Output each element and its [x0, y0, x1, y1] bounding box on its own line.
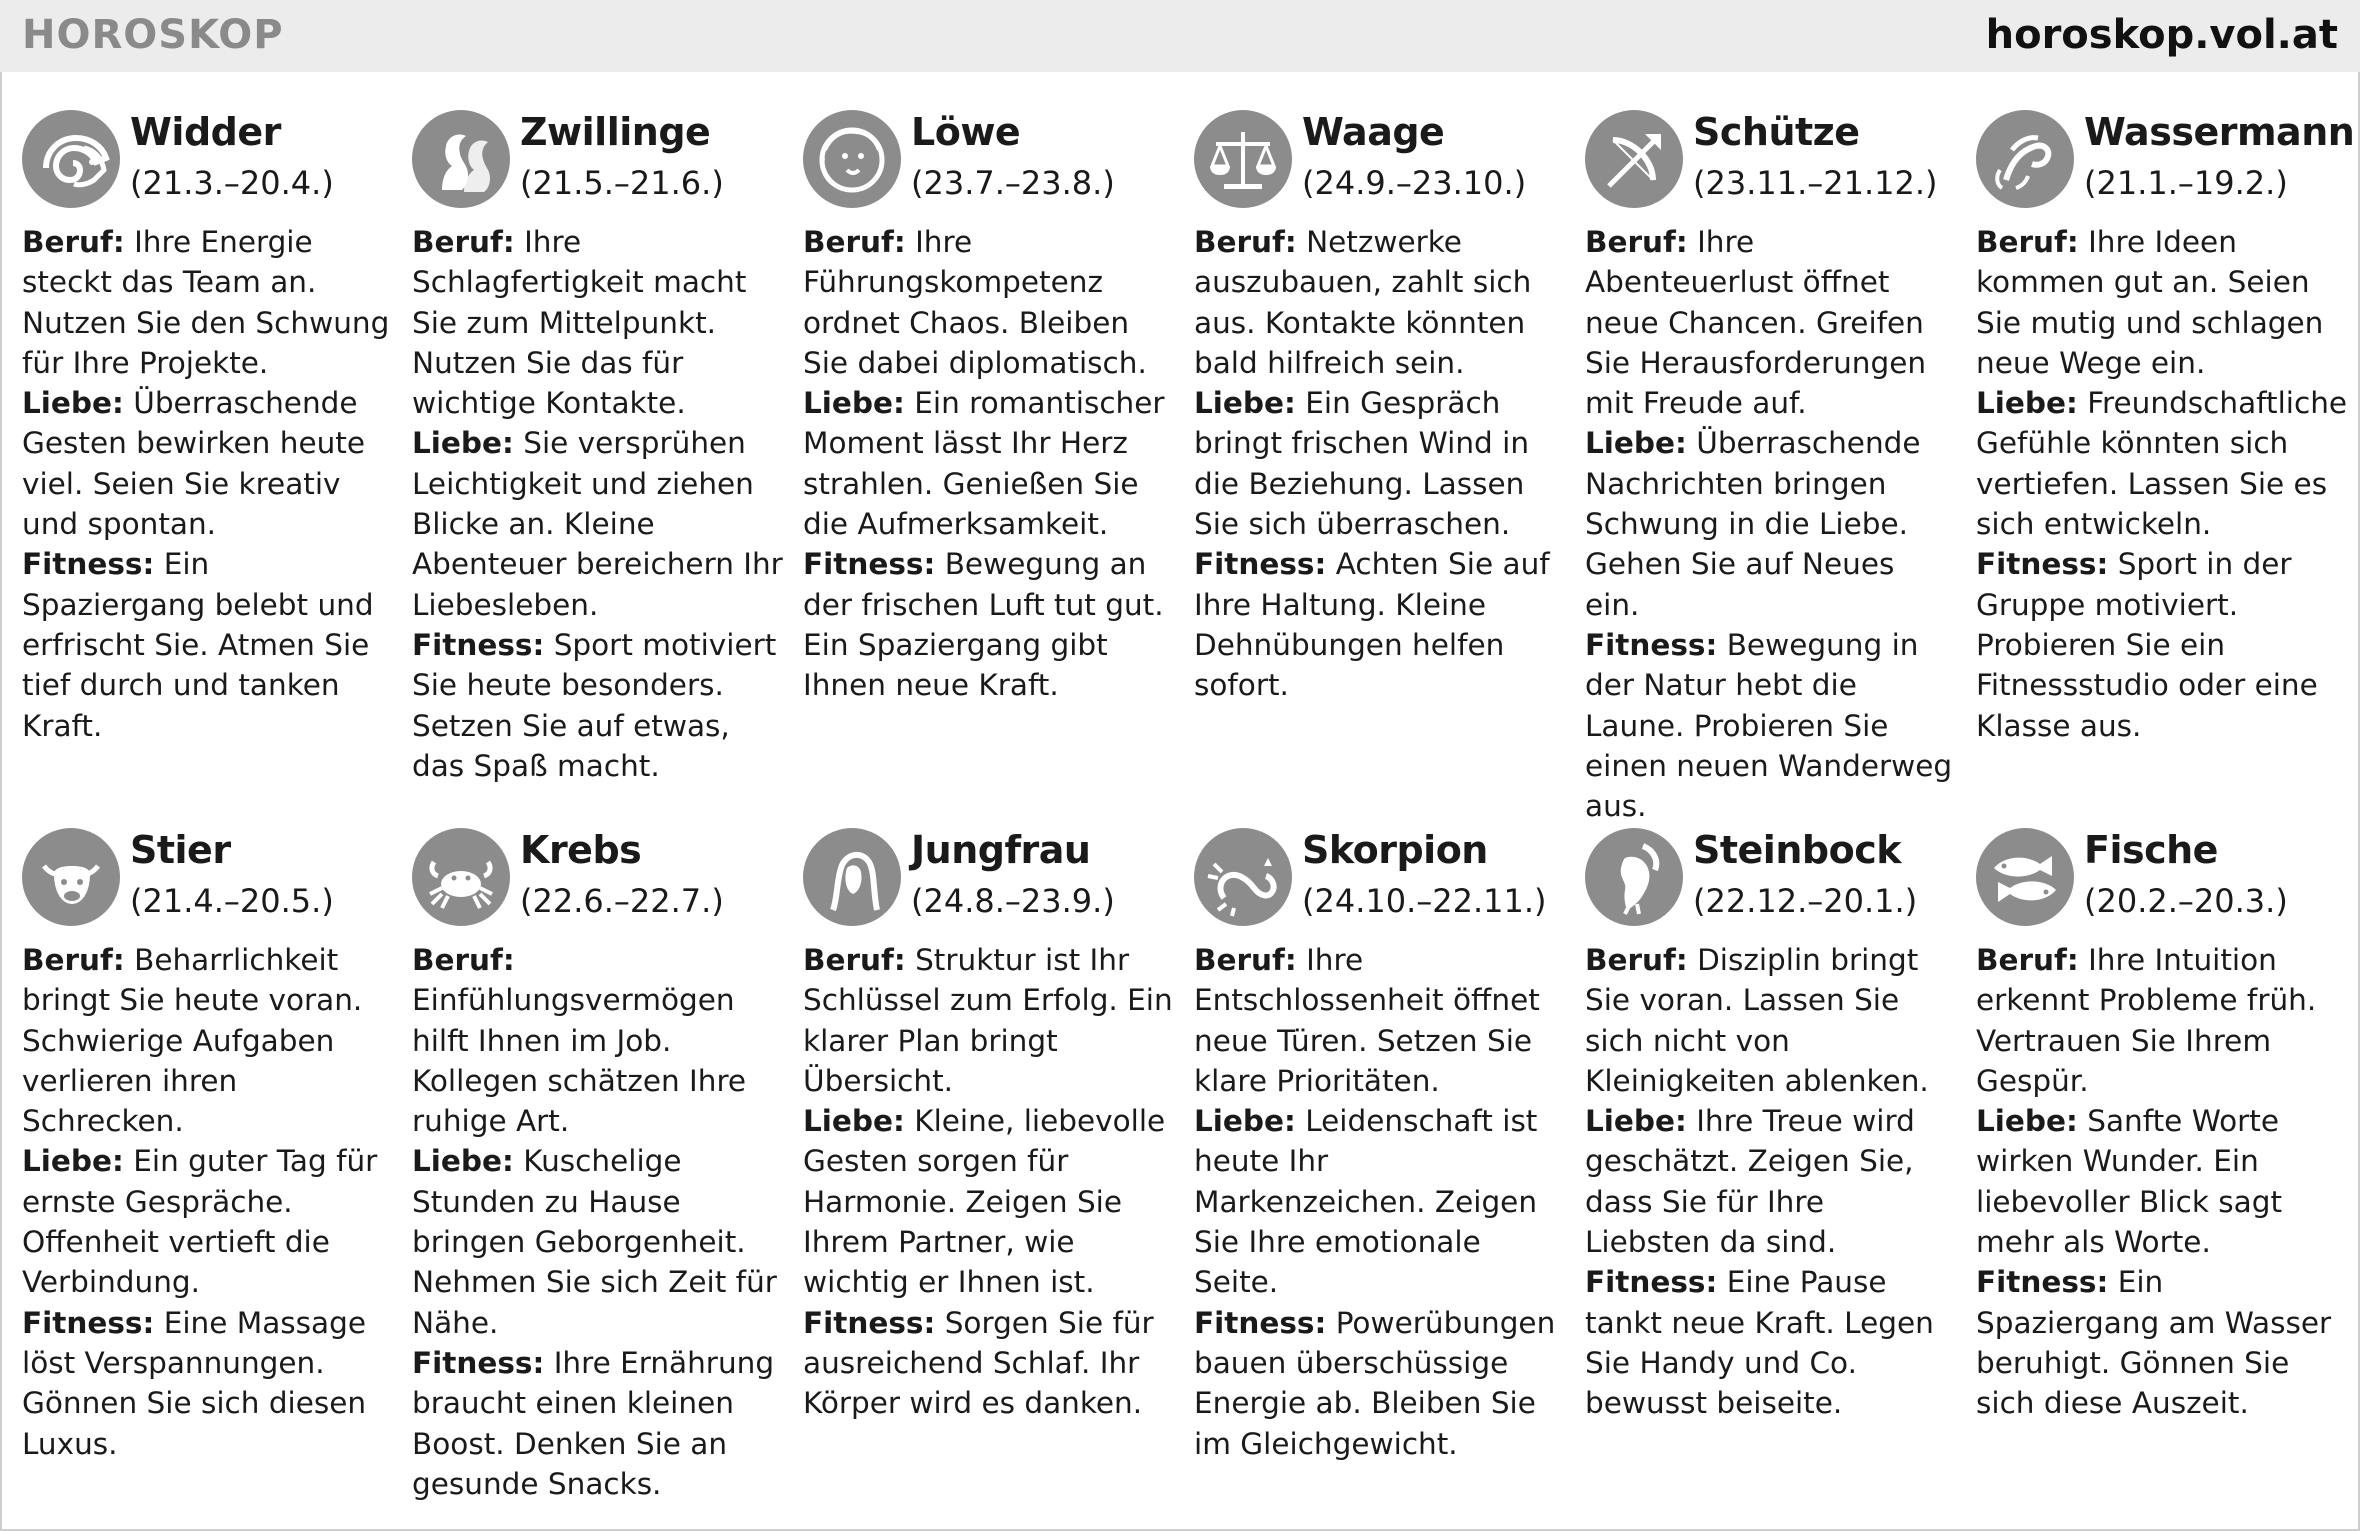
forecast-fitness	[1194, 1303, 1566, 1464]
forecast-label-liebe: Liebe:	[22, 386, 124, 421]
sign-dates: (21.3.–20.4.)	[130, 164, 334, 202]
forecast-text-beruf: Ihre Intuition erkennt Probleme früh. Vertrauen Sie Ihrem Gespür.	[1976, 943, 2317, 1098]
sign-name: Zwillinge	[520, 110, 711, 154]
forecast-label-fitness: Fitness:	[1194, 547, 1327, 582]
sign-forecast	[1976, 940, 2348, 1424]
forecast-text-liebe: Ein Gespräch bringt frischen Wind in die Beziehung. Lassen Sie sich überraschen.	[1194, 386, 1530, 542]
forecast-fitness	[22, 544, 394, 745]
forecast-text-fitness: Powerübungen bauen überschüssige Energie ab. Bleiben Sie im Gleichgewicht.	[1194, 1305, 1556, 1461]
forecast-liebe	[1585, 1101, 1957, 1262]
forecast-liebe	[1976, 383, 2348, 544]
sign-name: Krebs	[520, 828, 642, 872]
sign-forecast	[1585, 940, 1957, 1424]
forecast-label-beruf: Beruf:	[1976, 943, 2079, 977]
forecast-text-beruf: Ihre Energie steckt das Team an. Nutzen Sie den Schwung für Ihre Projekte.	[22, 225, 390, 380]
forecast-text-liebe: Ein guter Tag für ernste Gespräche. Offenheit vertieft die Verbindung.	[22, 1144, 378, 1300]
sign-forecast	[1194, 222, 1566, 706]
forecast-label-fitness: Fitness:	[803, 1305, 936, 1340]
forecast-text-fitness: Achten Sie auf Ihre Haltung. Kleine Dehnübungen helfen sofort.	[1194, 547, 1550, 703]
forecast-text-beruf: Beharrlichkeit bringt Sie heute voran. Schwierige Aufgaben verlieren ihren Schrecken.	[22, 943, 363, 1139]
forecast-fitness	[412, 625, 784, 786]
forecast-fitness	[803, 544, 1175, 705]
sign-name: Schütze	[1693, 110, 1860, 154]
forecast-fitness	[1976, 544, 2348, 745]
forecast-text-beruf: Netzwerke auszubauen, zahlt sich aus. Kontakte könnten bald hilfreich sein.	[1194, 225, 1532, 380]
sign-name: Fische	[2084, 828, 2218, 872]
forecast-label-fitness: Fitness:	[1194, 1305, 1327, 1340]
forecast-label-beruf: Beruf:	[412, 225, 515, 259]
crab-icon	[412, 828, 510, 926]
forecast-text-liebe: Überraschende Gesten bewirken heute viel. Seien Sie kreativ und spontan.	[22, 386, 366, 542]
forecast-text-fitness: Eine Pause tankt neue Kraft. Legen Sie Handy und Co. bewusst beiseite.	[1585, 1265, 1934, 1421]
lion-icon	[803, 110, 901, 208]
forecast-fitness	[412, 1343, 784, 1504]
scales-icon	[1194, 110, 1292, 208]
forecast-label-liebe: Liebe:	[412, 1144, 514, 1179]
forecast-label-liebe: Liebe:	[803, 386, 905, 421]
forecast-liebe	[1194, 383, 1566, 544]
header-bar	[0, 0, 2360, 72]
sign-dates: (24.9.–23.10.)	[1302, 164, 1527, 202]
sign-forecast	[803, 222, 1175, 706]
water-bearer-icon	[1976, 110, 2074, 208]
forecast-label-fitness: Fitness:	[1976, 547, 2109, 582]
forecast-liebe	[1976, 1101, 2348, 1262]
sign-card-krebs	[412, 828, 784, 1528]
sign-forecast	[22, 940, 394, 1464]
forecast-text-beruf: Struktur ist Ihr Schlüssel zum Erfolg. Ein klarer Plan bringt Übersicht.	[803, 943, 1173, 1098]
forecast-liebe	[803, 1101, 1175, 1302]
forecast-text-fitness: Ein Spaziergang am Wasser beruhigt. Gönnen Sie sich diese Auszeit.	[1976, 1265, 2332, 1421]
sign-name: Wassermann	[2084, 110, 2355, 154]
sign-forecast	[22, 222, 394, 746]
forecast-label-fitness: Fitness:	[412, 1345, 545, 1380]
forecast-beruf	[22, 940, 394, 1141]
forecast-label-liebe: Liebe:	[1976, 386, 2078, 421]
forecast-label-beruf: Beruf:	[1194, 225, 1297, 259]
forecast-text-liebe: Leidenschaft ist heute Ihr Markenzeichen. Zeigen Sie Ihre emotionale Seite.	[1194, 1104, 1538, 1300]
forecast-label-liebe: Liebe:	[1585, 426, 1687, 461]
sign-card-jungfrau	[803, 828, 1175, 1528]
forecast-beruf	[1585, 222, 1957, 423]
sign-forecast	[412, 222, 784, 786]
forecast-fitness	[1976, 1262, 2348, 1423]
forecast-fitness	[1194, 544, 1566, 705]
sign-forecast	[803, 940, 1175, 1424]
sign-name: Widder	[130, 110, 281, 154]
sign-card-waage	[1194, 110, 1566, 810]
section-title: HOROSKOP	[22, 12, 284, 58]
sign-name: Löwe	[911, 110, 1021, 154]
forecast-text-fitness: Bewegung an der frischen Luft tut gut. Ein Spaziergang gibt Ihnen neue Kraft.	[803, 547, 1164, 703]
forecast-text-liebe: Überraschende Nachrichten bringen Schwung in die Liebe. Gehen Sie auf Neues ein.	[1585, 426, 1921, 622]
sign-name: Jungfrau	[911, 828, 1091, 872]
forecast-label-liebe: Liebe:	[1976, 1104, 2078, 1139]
sign-card-widder	[22, 110, 394, 810]
sign-name: Skorpion	[1302, 828, 1488, 872]
sign-dates: (21.1.–19.2.)	[2084, 164, 2288, 202]
forecast-label-liebe: Liebe:	[1194, 1104, 1296, 1139]
forecast-text-fitness: Ihre Ernährung braucht einen kleinen Boost. Denken Sie an gesunde Snacks.	[412, 1345, 775, 1501]
sign-dates: (24.8.–23.9.)	[911, 882, 1115, 920]
forecast-liebe	[412, 1141, 784, 1342]
forecast-liebe	[412, 423, 784, 624]
forecast-label-fitness: Fitness:	[22, 1305, 155, 1340]
sign-forecast	[1976, 222, 2348, 746]
forecast-text-fitness: Sport motiviert Sie heute besonders. Setzen Sie auf etwas, das Spaß macht.	[412, 627, 777, 783]
forecast-label-fitness: Fitness:	[803, 547, 936, 582]
forecast-beruf	[1194, 222, 1566, 383]
forecast-liebe	[803, 383, 1175, 544]
sign-dates: (24.10.–22.11.)	[1302, 882, 1547, 920]
sign-dates: (22.6.–22.7.)	[520, 882, 724, 920]
forecast-label-beruf: Beruf:	[412, 943, 515, 977]
sign-card-fische	[1976, 828, 2348, 1528]
forecast-label-liebe: Liebe:	[1194, 386, 1296, 421]
forecast-fitness	[803, 1303, 1175, 1424]
forecast-beruf	[412, 940, 784, 1141]
forecast-label-fitness: Fitness:	[412, 627, 545, 662]
forecast-label-liebe: Liebe:	[803, 1104, 905, 1139]
forecast-text-liebe: Ihre Treue wird geschätzt. Zeigen Sie, dass Sie für Ihre Liebsten da sind.	[1585, 1104, 1915, 1260]
sign-dates: (20.2.–20.3.)	[2084, 882, 2288, 920]
forecast-text-liebe: Ein romantischer Moment lässt Ihr Herz strahlen. Genießen Sie die Aufmerksamkeit.	[803, 386, 1165, 542]
forecast-beruf	[1976, 222, 2348, 383]
scorpion-icon	[1194, 828, 1292, 926]
forecast-label-beruf: Beruf:	[1976, 225, 2079, 259]
forecast-label-beruf: Beruf:	[1585, 225, 1688, 259]
bull-icon	[22, 828, 120, 926]
forecast-fitness	[1585, 1262, 1957, 1423]
forecast-label-fitness: Fitness:	[1585, 1265, 1718, 1300]
forecast-beruf	[412, 222, 784, 423]
forecast-text-beruf: Ihre Abenteuerlust öffnet neue Chancen. Greifen Sie Herausforderungen mit Freude auf.	[1585, 225, 1927, 421]
forecast-text-fitness: Ein Spaziergang belebt und erfrischt Sie. Atmen Sie tief durch und tanken Kraft.	[22, 547, 374, 743]
frame-left	[0, 72, 2, 1531]
forecast-text-beruf: Ihre Ideen kommen gut an. Seien Sie mutig und schlagen neue Wege ein.	[1976, 225, 2324, 380]
forecast-text-liebe: Sanfte Worte wirken Wunder. Ein liebevoller Blick sagt mehr als Worte.	[1976, 1104, 2283, 1260]
forecast-label-liebe: Liebe:	[1585, 1104, 1687, 1139]
forecast-label-beruf: Beruf:	[22, 943, 125, 977]
sign-name: Stier	[130, 828, 231, 872]
forecast-label-beruf: Beruf:	[22, 225, 125, 259]
sign-dates: (23.7.–23.8.)	[911, 164, 1115, 202]
forecast-fitness	[1585, 625, 1957, 826]
sign-dates: (21.5.–21.6.)	[520, 164, 724, 202]
forecast-label-beruf: Beruf:	[803, 943, 906, 977]
forecast-label-liebe: Liebe:	[22, 1144, 124, 1179]
forecast-label-liebe: Liebe:	[412, 426, 514, 461]
sign-name: Steinbock	[1693, 828, 1901, 872]
sign-card-steinbock	[1585, 828, 1957, 1528]
ram-icon	[22, 110, 120, 208]
sign-dates: (22.12.–20.1.)	[1693, 882, 1918, 920]
sign-forecast	[412, 940, 784, 1504]
forecast-beruf	[803, 940, 1175, 1101]
forecast-label-fitness: Fitness:	[1976, 1265, 2109, 1300]
forecast-beruf	[1585, 940, 1957, 1101]
forecast-text-liebe: Sie versprühen Leichtigkeit und ziehen Blicke an. Kleine Abenteuer bereichern Ihr Liebesleben.	[412, 426, 783, 622]
forecast-label-beruf: Beruf:	[803, 225, 906, 259]
forecast-text-beruf: Ihre Führungskompetenz ordnet Chaos. Bleiben Sie dabei diplomatisch.	[803, 225, 1147, 380]
forecast-beruf	[803, 222, 1175, 383]
twins-icon	[412, 110, 510, 208]
sign-forecast	[1585, 222, 1957, 826]
forecast-beruf	[1976, 940, 2348, 1101]
forecast-text-beruf: Ihre Schlagfertigkeit macht Sie zum Mittelpunkt. Nutzen Sie das für wichtige Kontakte.	[412, 225, 747, 421]
sign-card-zwillinge	[412, 110, 784, 810]
sign-forecast	[1194, 940, 1566, 1464]
forecast-text-beruf: Einfühlungsvermögen hilft Ihnen im Job. Kollegen schätzen Ihre ruhige Art.	[412, 983, 747, 1139]
sign-card-skorpion	[1194, 828, 1566, 1528]
sign-name: Waage	[1302, 110, 1445, 154]
forecast-liebe	[1585, 423, 1957, 624]
forecast-beruf	[22, 222, 394, 383]
sign-card-wassermann	[1976, 110, 2355, 810]
forecast-beruf	[1194, 940, 1566, 1101]
forecast-label-beruf: Beruf:	[1585, 943, 1688, 977]
forecast-fitness	[22, 1303, 394, 1464]
bow-arrow-icon	[1585, 110, 1683, 208]
goat-icon	[1585, 828, 1683, 926]
forecast-text-liebe: Freundschaftliche Gefühle könnten sich vertiefen. Lassen Sie es sich entwickeln.	[1976, 386, 2348, 542]
forecast-label-beruf: Beruf:	[1194, 943, 1297, 977]
forecast-text-liebe: Kuschelige Stunden zu Hause bringen Geborgenheit. Nehmen Sie sich Zeit für Nähe.	[412, 1144, 777, 1340]
forecast-text-liebe: Kleine, liebevolle Gesten sorgen für Harmonie. Zeigen Sie Ihrem Partner, wie wichtig er Ihnen ist.	[803, 1104, 1166, 1300]
forecast-text-fitness: Sport in der Gruppe motiviert. Probieren Sie ein Fitnessstudio oder eine Klasse aus.	[1976, 547, 2318, 743]
forecast-text-fitness: Eine Massage löst Verspannungen. Gönnen Sie sich diesen Luxus.	[22, 1305, 367, 1461]
sign-card-löwe	[803, 110, 1175, 810]
forecast-text-fitness: Sorgen Sie für ausreichend Schlaf. Ihr Körper wird es danken.	[803, 1305, 1154, 1421]
forecast-label-fitness: Fitness:	[1585, 627, 1718, 662]
forecast-liebe	[22, 383, 394, 544]
fish-icon	[1976, 828, 2074, 926]
sign-card-stier	[22, 828, 394, 1528]
forecast-liebe	[22, 1141, 394, 1302]
site-url[interactable]: horoskop.vol.at	[1985, 12, 2338, 58]
forecast-text-fitness: Bewegung in der Natur hebt die Laune. Probieren Sie einen neuen Wanderweg aus.	[1585, 627, 1953, 824]
sign-dates: (21.4.–20.5.)	[130, 882, 334, 920]
sign-card-schütze	[1585, 110, 1957, 824]
forecast-liebe	[1194, 1101, 1566, 1302]
sign-dates: (23.11.–21.12.)	[1693, 164, 1938, 202]
forecast-label-fitness: Fitness:	[22, 547, 155, 582]
forecast-text-beruf: Ihre Entschlossenheit öffnet neue Türen. Setzen Sie klare Prioritäten.	[1194, 943, 1540, 1098]
virgin-icon	[803, 828, 901, 926]
forecast-text-beruf: Disziplin bringt Sie voran. Lassen Sie sich nicht von Kleinigkeiten ablenken.	[1585, 943, 1929, 1098]
